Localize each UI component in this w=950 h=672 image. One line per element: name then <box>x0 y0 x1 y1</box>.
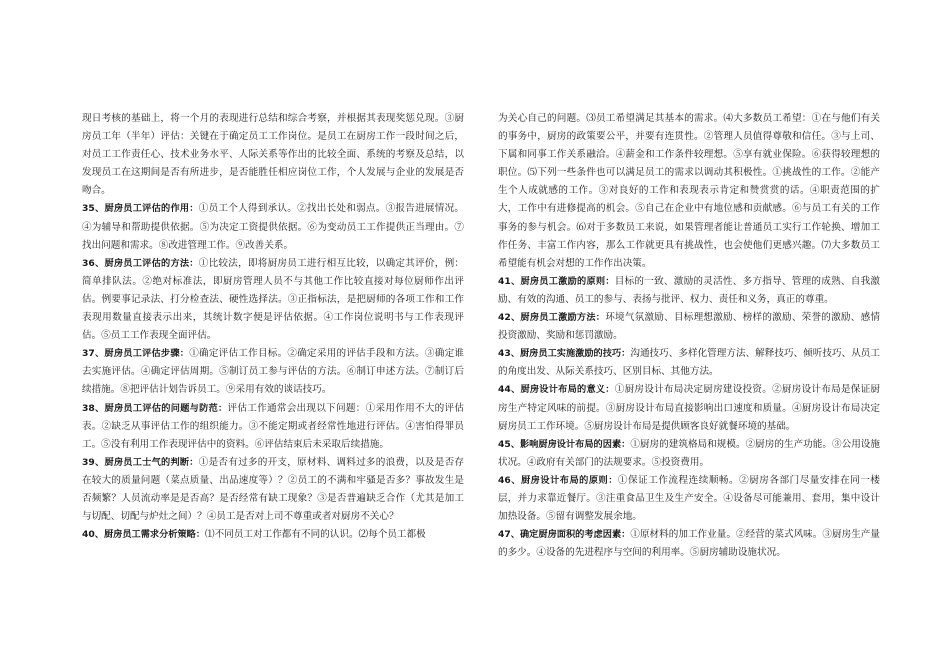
paragraph-text: ①比较法，即将厨房员工进行相互比较，以确定其评价，例：简单排队法。②绝对标准法，即厨房管理人员不与其他工作比较直接对每位厨师作出评估。例要事记录法、打分检查法、硬性选择法。③正指标法，是把厨师的各项工作和工作表现用数量直接表示出来，其统计数字便是评估依据。④工作岗位说明书与工作表现评估。⑤员工工作表现全面评估。 <box>82 257 464 342</box>
paragraph-text: ①是否有过多的开支，原材料、调料过多的浪费，以及是否存在较大的质量问题（菜点质量、出品速度等）？②员工的不满和牢骚是否多？事故发生是否频繁？人员流动率是是否高？是否经常有缺工现象？③是否普遍缺乏合作（尤其是加工与切配、切配与炉灶之间）？④员工是否对上司不尊重或者对厨房不关心？ <box>82 456 464 523</box>
paragraph <box>82 400 464 454</box>
paragraph-text: ①员工个人得到承认。②找出长处和弱点。③报告进展情况。④为辅导和帮助提供依据。⑤为决定工资提供依据。⑥为变动员工工作提供正当理由。⑦找出问题和需求。⑧改进管理工作。⑨改善关系。 <box>82 203 464 251</box>
paragraph-text: 评估工作通常会出现以下问题：①采用作用不大的评估表。②缺乏从事评估工作的组织能力。③不能定期或者经常性地进行评估。④害怕得罪员工。⑤没有利用工作表现评估中的资料。⑥评估结束后未采取后续措施。 <box>82 402 465 450</box>
paragraph <box>498 436 880 472</box>
section-heading: 36、厨房员工评估的方法： <box>82 257 199 269</box>
section-heading: 43、厨房员工实施激励的技巧： <box>498 348 631 360</box>
section-heading: 47、确定厨房面积的考虑因素： <box>498 529 631 541</box>
section-heading: 40、厨房员工需求分析策略： <box>82 529 206 541</box>
paragraph-text: 环境气氛激励、目标理想激励、榜样的激励、荣誉的激励、感情投资激励、奖励和惩罚激励。 <box>498 312 880 342</box>
paragraph <box>82 255 464 345</box>
paragraph <box>498 110 880 273</box>
paragraph <box>82 345 464 399</box>
paragraph-text: ①原材料的加工作业量。②经营的菜式风味。③厨房生产量的多少。④设备的先进程序与空间的利用率。⑤厨房辅助设施状况。 <box>498 529 880 559</box>
paragraph-text: ①保证工作流程连续顺畅。②厨房各部门尽量安排在同一楼层，并力求靠近餐厅。③注重食品卫生及生产安全。④设备尽可能兼用、套用，集中设计加热设备。⑤留有调整发展余地。 <box>498 474 880 523</box>
section-heading: 44、厨房设计布局的意义： <box>498 384 615 396</box>
paragraph <box>82 526 464 544</box>
paragraph <box>82 200 464 254</box>
paragraph-text: 沟通技巧、多样化管理方法、解释技巧、倾听技巧、从员工的角度出发、从际关系技巧、区别目标、其他方法。 <box>498 348 880 378</box>
paragraph <box>498 309 880 345</box>
section-heading: 39、厨房员工士气的判断： <box>82 456 199 468</box>
right-column <box>498 110 880 562</box>
paragraph-text: ①确定评估工作目标。②确定采用的评估手段和方法。③确定谁去实施评估。④确定评估周期。⑤制订员工参与评估的方法。⑥制订申述方法。⑦制订后续措施。⑧把评估计划告诉员工。⑨采用有效的谈话技巧。 <box>82 348 464 396</box>
paragraph <box>498 345 880 381</box>
paragraph-text: ①厨房设计布局决定厨房建设投资。②厨房设计布局是保证厨房生产特定风味的前提。③厨房设计布局直接影响出口速度和质量。④厨房设计布局决定厨房员工工作环境。⑤厨房设计布局是提供顾客良好就餐环境的基础。 <box>498 384 880 432</box>
paragraph <box>498 273 880 309</box>
paragraph-text: ①厨房的建筑格局和规模。②厨房的生产功能。③公用设施状况。④政府有关部门的法规要求。⑤投资费用。 <box>498 438 880 468</box>
section-heading: 37、厨房员工评估步骤： <box>82 348 190 360</box>
paragraph <box>498 526 880 562</box>
paragraph-text: ⑴不同员工对工作都有不同的认识。⑵每个员工都极 <box>205 529 426 541</box>
section-heading: 42、厨房员工激励方法： <box>498 312 606 324</box>
left-column <box>82 110 464 544</box>
paragraph-text: 为关心自己的问题。⑶员工希望满足其基本的需求。⑷大多数员工希望：①在与他们有关的事务中，厨房的政策要公平，并要有连贯性。②管理人员值得尊敬和信任。③与上司、下属和同事工作关系融洽。④薪金和工作条件较理想。⑤享有就业保险。⑥获得较理想的职位。⑸下列一些条件也可以满足员工的需求以调动其积极性。①挑战性的工作。②能产生个人成就感的工作。③对良好的工作和表现表示肯定和赞赏赏的话。④职责范围的扩大，工作中有进修提高的机会。⑤自己在企业中有地位感和贡献感。⑥与员工有关的工作事务的参与机会。⑹对于多数员工来说，如果管理者能让普通员工实行工作轮换、增加工作任务、丰富工作内容，那么工作就更具有挑战性，也会使他们更感兴趣。⑺大多数员工希望能有机会对想的工作作出决策。 <box>498 113 880 269</box>
paragraph-text: 现日考核的基础上，将一个月的表现进行总结和综合考察，并根据其表现奖惩兑现。③厨房员工年（半年）评估：关键在于确定员工工作岗位。是员工在厨房工作一段时间之后，对员工工作责任心、技术业务水平、人际关系等作出的比较全面、系统的考察及总结，以发现员工在这期间是否有所进步，是否能胜任相应岗位工作，个人发展与企业的发展是否吻合。 <box>82 113 464 197</box>
section-heading: 35、厨房员工评估的作用： <box>82 203 199 215</box>
paragraph <box>82 110 464 200</box>
paragraph <box>498 381 880 435</box>
section-heading: 45、影响厨房设计布局的因素： <box>498 438 631 450</box>
paragraph <box>82 454 464 526</box>
paragraph-text: 目标的一致、激励的灵活性、多方指导、管理的成熟、自我激励、有效的沟通、员工的参与、表扬与批评、权力、责任和义务，真正的尊重。 <box>498 275 880 305</box>
section-heading: 41、厨房员工激励的原则： <box>498 275 615 287</box>
section-heading: 38、厨房员工评估的问题与防范： <box>82 402 228 414</box>
paragraph <box>498 472 880 526</box>
section-heading: 46、厨房设计布局的原则： <box>498 474 618 486</box>
